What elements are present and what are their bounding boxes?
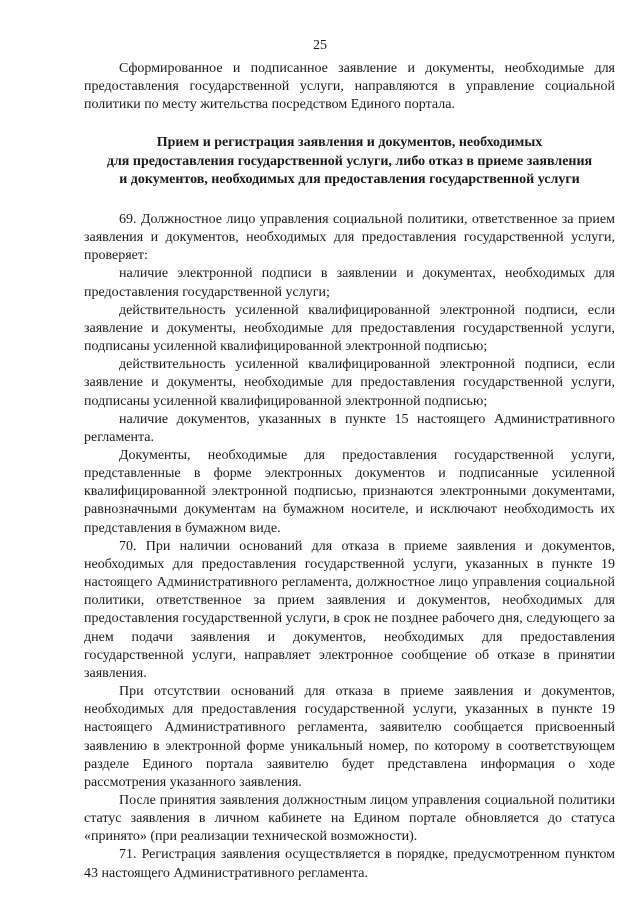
paragraph-69: 69. Должностное лицо управления социальной политики, ответственное за прием заявления и документов, необходимых для предоставления государственной услуги, проверяет: — [84, 211, 615, 264]
paragraph-item: действительность усиленной квалифицированной электронной подписи, если заявление и документы, необходимые для предоставления государственной услуги, подписаны усиленной квалифицированной электронной подписью; — [84, 357, 615, 409]
page-number: 25 — [313, 38, 327, 53]
paragraph-70: 70. При наличии оснований для отказа в приеме заявления и документов, необходимых для предоставления государственной услуги, указанных в пункте 19 настоящего Административного регламента, должностное лицо управления социальной политики, ответственное за прием заявления и документов, необходимых для предоставления государственной услуги, в срок не позднее рабочего дня, следующего за днем подачи заявления и документов, необходимых для предоставления государственной услуги, направляет электронное сообщение об отказе в принятии заявления. — [84, 538, 615, 681]
paragraph-item: действительность усиленной квалифицированной электронной подписи, если заявление и документы, необходимые для предоставления государственной услуги, подписаны усиленной квалифицированной электронной подписью; — [84, 302, 615, 355]
paragraph-item: наличие документов, указанных в пункте 15 настоящего Административного регламента. — [84, 411, 615, 445]
intro-paragraph: Сформированное и подписанное заявление и документы, необходимые для предоставления государственной услуги, направляются в управление социальной политики по месту жительства посредством Единого портала. — [84, 61, 615, 113]
document-body — [84, 60, 615, 883]
paragraph: После принятия заявления должностным лицом управления социальной политики статус заявления в личном кабинете на Едином портале обновляется до статуса «принято» (при реализации технической возможности). — [84, 792, 615, 845]
paragraph: Документы, необходимые для предоставления государственной услуги, представленные в форме электронных документов и подписанные усиленной квалифицированной электронной подписью, признаются электронными документами, равнозначными документам на бумажном носителе, и исключают необходимость их представления в бумажном виде. — [84, 448, 615, 536]
section-heading-line: и документов, необходимых для предоставления государственной услуги — [119, 172, 580, 188]
section-heading-line: Прием и регистрация заявления и документов, необходимых — [156, 135, 543, 151]
paragraph-71: 71. Регистрация заявления осуществляется в порядке, предусмотренном пунктом 43 настоящего Административного регламента. — [84, 847, 615, 881]
paragraph-item: наличие электронной подписи в заявлении и документах, необходимых для предоставления государственной услуги; — [84, 266, 615, 300]
section-heading — [84, 134, 615, 190]
paragraph: При отсутствии оснований для отказа в приеме заявления и документов, необходимых для предоставления государственной услуги, указанных в пункте 19 настоящего Административного регламента, заявителю сообщается присвоенный заявлению в электронной форме уникальный номер, по которому в соответствующем разделе Единого портала заявителю будет представлена информация о ходе рассмотрения указанного заявления. — [84, 684, 615, 790]
section-heading-line: для предоставления государственной услуги, либо отказ в приеме заявления — [106, 153, 593, 169]
